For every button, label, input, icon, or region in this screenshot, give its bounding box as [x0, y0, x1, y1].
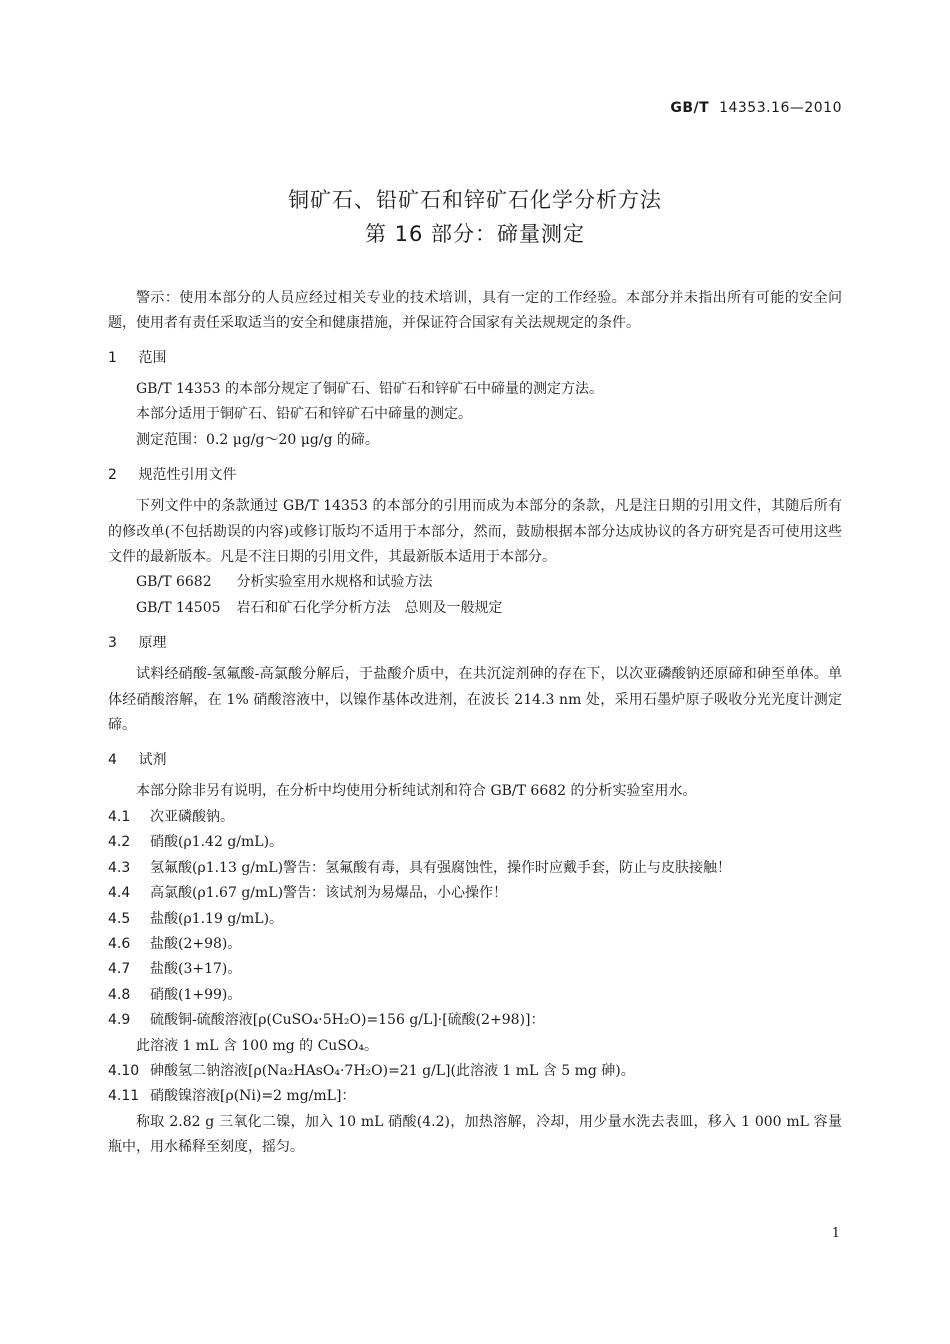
safety-warning: 警示：使用本部分的人员应经过相关专业的技术培训，具有一定的工作经验。本部分并未指出所有可能的安全问题，使用者有责任采取适当的安全和健康措施，并保证符合国家有关法规规定的条件。: [108, 290, 842, 331]
item-warning: 警告：该试剂为易爆品，小心操作！: [283, 885, 508, 902]
reagent-preparation: 称取 2.82 g 三氧化二镍，加入 10 mL 硝酸(4.2)，加热溶解，冷却，用少量水洗去表皿，移入 1 000 mL 容量瓶中，用水稀释至刻度，摇匀。: [108, 1113, 842, 1156]
scope-line: 测定范围：0.2 μg/g～20 μg/g 的碲。: [136, 431, 379, 448]
section-heading-principle: [108, 631, 842, 656]
reagent-item: [108, 856, 842, 881]
standard-code-number: 14353.16—2010: [719, 100, 842, 116]
item-text: 盐酸(2+98)。: [150, 935, 242, 952]
section-title: 范围: [138, 350, 167, 366]
section-number: 2: [108, 467, 117, 484]
standard-code: [670, 100, 842, 116]
item-text: 硝酸(1+99)。: [150, 986, 242, 1003]
reagent-item: [108, 983, 842, 1008]
reagent-item: [108, 830, 842, 855]
section-title: 原理: [138, 635, 167, 652]
item-number: 4.10: [108, 1062, 140, 1079]
item-text: 硝酸镍溶液[ρ(Ni)=2 mg/mL]：: [150, 1088, 356, 1105]
item-text: 高氯酸(ρ1.67 g/mL): [150, 885, 284, 902]
document-subtitle: 第 16 部分：碲量测定: [364, 222, 586, 246]
standard-code-prefix: GB/T: [670, 100, 710, 116]
item-text: 氢氟酸(ρ1.13 g/mL): [150, 859, 284, 876]
section-number: 3: [108, 635, 117, 652]
reference-name: 岩石和矿石化学分析方法 总则及一般规定: [236, 599, 503, 616]
item-text: 盐酸(3+17)。: [150, 961, 242, 978]
reference-code: GB/T 6682: [136, 574, 212, 591]
item-number: 4.11: [108, 1088, 140, 1105]
reference-name: 分析实验室用水规格和试验方法: [236, 574, 433, 591]
reagent-item: [108, 957, 842, 982]
reagent-item: [108, 932, 842, 957]
principle-paragraph: 试料经硝酸-氢氟酸-高氯酸分解后，于盐酸介质中，在共沉淀剂砷的存在下，以次亚磷酸钠还原碲和砷至单体。单体经硝酸溶解，在 1% 硝酸溶液中，以镍作基体改进剂，在波长 214.3 nm 处，采用石墨炉原子吸收分光光度计测定碲。: [108, 666, 842, 734]
item-number: 4.3: [108, 859, 131, 876]
scope-line: GB/T 14353 的本部分规定了铜矿石、铅矿石和锌矿石中碲量的测定方法。: [136, 381, 603, 397]
item-text: 次亚磷酸钠。: [150, 808, 234, 825]
reference-entry: [108, 596, 842, 621]
section-number: 4: [108, 752, 117, 769]
section-number: 1: [108, 350, 117, 366]
reference-entry: [108, 570, 842, 595]
item-number: 4.5: [108, 910, 131, 927]
reagent-item: [108, 1008, 842, 1033]
scope-line: 本部分适用于铜矿石、铅矿石和锌矿石中碲量的测定。: [136, 406, 472, 423]
item-text: 硫酸铜-硫酸溶液[ρ(CuSO₄·5H₂O)=156 g/L]·[硫酸(2+98)]：: [150, 1012, 545, 1029]
section-heading-reagents: [108, 748, 842, 773]
section-title: 规范性引用文件: [138, 467, 237, 484]
section-title: 试剂: [138, 752, 167, 769]
references-paragraph: 下列文件中的条款通过 GB/T 14353 的本部分的引用而成为本部分的条款，凡是注日期的引用文件，其随后所有的修改单(不包括勘误的内容)或修订版均不适用于本部分，然而，鼓励根据本部分达成协议的各方研究是否可使用这些文件的最新版本。凡是不注日期的引用文件，其最新版本适用于本部分。: [108, 498, 842, 566]
page-number: 1: [831, 1226, 840, 1241]
item-text: 硝酸(ρ1.42 g/mL)。: [150, 834, 284, 851]
item-number: 4.6: [108, 935, 131, 952]
reagent-item: [108, 881, 842, 906]
item-text: 盐酸(ρ1.19 g/mL)。: [150, 910, 284, 927]
item-number: 4.7: [108, 961, 131, 978]
reagents-intro: 本部分除非另有说明，在分析中均使用分析纯试剂和符合 GB/T 6682 的分析实验室用水。: [136, 783, 697, 800]
item-number: 4.9: [108, 1012, 131, 1029]
reference-code: GB/T 14505: [136, 599, 221, 616]
reagent-item: [108, 907, 842, 932]
reagent-item: [108, 805, 842, 830]
document-body: [108, 286, 842, 1161]
item-text: 砷酸氢二钠溶液[ρ(Na₂HAsO₄·7H₂O)=21 g/L](此溶液 1 mL 含 5 mg 砷)。: [150, 1062, 635, 1079]
reagent-item: [108, 1084, 842, 1109]
item-number: 4.4: [108, 885, 131, 902]
document-title: 铜矿石、铅矿石和锌矿石化学分析方法: [288, 188, 662, 212]
item-number: 4.8: [108, 986, 131, 1003]
section-heading-normative-references: [108, 463, 842, 488]
reagent-item: [108, 1059, 842, 1084]
section-heading-scope: [108, 346, 842, 371]
item-warning: 警告：氢氟酸有毒，具有强腐蚀性，操作时应戴手套，防止与皮肤接触！: [283, 859, 732, 876]
reagent-note: 此溶液 1 mL 含 100 mg 的 CuSO₄。: [136, 1037, 378, 1054]
item-number: 4.2: [108, 834, 131, 851]
item-number: 4.1: [108, 808, 131, 825]
